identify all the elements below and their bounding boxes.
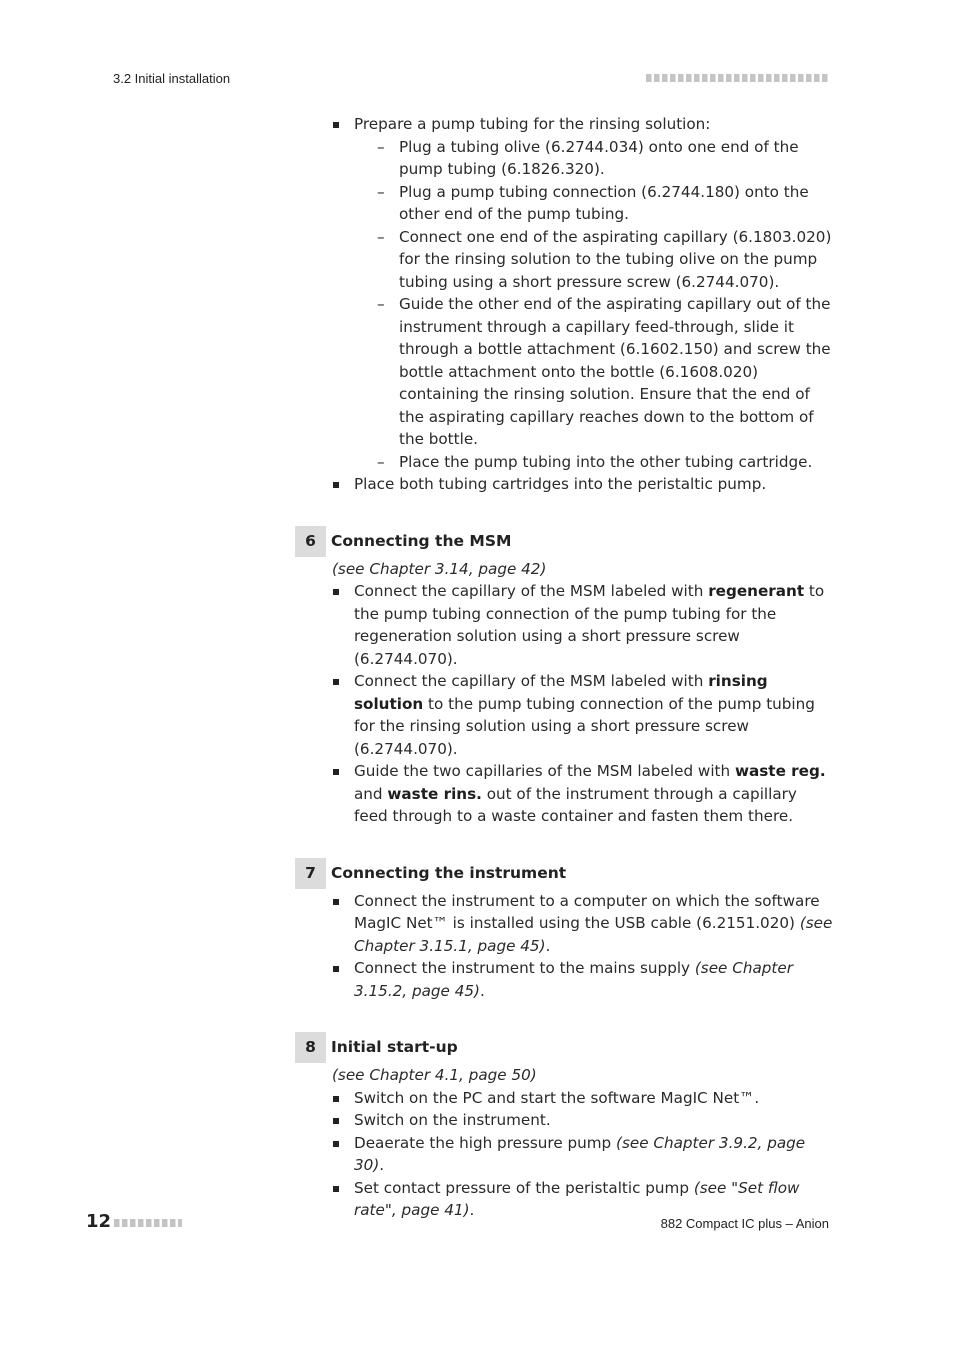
list-item [354,760,835,828]
bullet-text: Prepare a pump tubing for the rinsing solution: [354,115,711,133]
list-item [354,670,835,760]
text: Guide the two capillaries of the MSM labeled with [354,762,735,780]
step-number: 7 [295,858,326,889]
chapter-reference: (see Chapter 4.1, page 50) [332,1066,537,1084]
list-item [354,890,835,958]
sub-list-item: – Place the pump tubing into the other tubing cartridge. [399,451,835,474]
sub-list [354,136,835,474]
sub-list-item: – Plug a pump tubing connection (6.2744.180) onto the other end of the pump tubing. [399,181,835,226]
step-title: Connecting the MSM [331,531,512,550]
sub-list-item: – Plug a tubing olive (6.2744.034) onto one end of the pump tubing (6.1826.320). [399,136,835,181]
text: Connect the instrument to a computer on which the software MagIC Net™ is installed using the USB cable (6.2151.020) [354,891,820,932]
text: to the pump tubing connection of the pump tubing for the rinsing solution using a short pressure screw (6.2744.070). [354,694,815,758]
text: Connect the instrument to the mains supply [354,959,695,977]
step-list [295,1087,835,1222]
cross-reference-link[interactable]: (see Chapter 3.15.1, page 45) [354,914,833,955]
text: . [469,1201,475,1219]
text: Deaerate the high pressure pump [354,1133,617,1152]
step-number: 6 [295,526,326,557]
text: Connect the capillary of the MSM labeled with [354,672,709,690]
page-content [295,113,835,1222]
footer-decoration [114,1219,182,1227]
sub-list-item: – Guide the other end of the aspirating capillary out of the instrument through a capillary feed-through, slide it through a bottle attachment (6.1602.150) and screw the bottle attachment onto the bottle (6.1608.020) containing the rinsing solution. Ensure that the end of the aspirating capillary reaches down to the bottom of the bottle. [399,293,835,451]
list-item [354,580,835,670]
step-heading [295,1032,835,1064]
text: . [479,981,485,1000]
sub-list-item: – Connect one end of the aspirating capillary (6.1803.020) for the rinsing solution to the tubing olive on the pump tubing using a short pressure screw (6.2744.070). [399,226,835,294]
list-item: Switch on the PC and start the software MagIC Net™. [354,1087,835,1110]
cross-reference-link[interactable]: (see Chapter 3.15.2, page 45) [354,959,793,1000]
list-item [354,1177,835,1222]
chapter-reference: (see Chapter 3.14, page 42) [332,559,547,578]
page-number: 12 [86,1211,112,1232]
step-heading [295,526,835,558]
text: . [379,1156,385,1174]
text: and [354,784,388,803]
text: out of the instrument through a capillary feed through to a waste container and fasten them there. [354,784,797,825]
list-item: Place both tubing cartridges into the peristaltic pump. [354,473,835,496]
list-item [354,957,835,1002]
step-list [295,580,835,828]
running-header-section: 3.2 Initial installation [113,71,231,86]
step-list [295,890,835,1003]
header-decoration [646,74,829,82]
bold-label: waste rins. [387,784,482,803]
running-footer-product: 882 Compact IC plus – Anion [660,1216,829,1231]
step-title: Initial start-up [331,1038,458,1056]
list-item [354,113,835,473]
intro-list [295,113,835,496]
step-heading [295,858,835,890]
text: . [545,936,551,955]
bold-label: waste reg. [734,762,826,780]
step-title: Connecting the instrument [331,863,567,882]
list-item: Switch on the instrument. [354,1109,835,1132]
text: Set contact pressure of the peristaltic pump [354,1178,694,1197]
bold-label: regenerant [708,582,805,600]
text: Connect the capillary of the MSM labeled with [354,582,709,600]
bold-label: rinsing solution [354,672,768,713]
list-item [354,1132,835,1177]
text: to the pump tubing connection of the pump tubing for the regeneration solution using a short pressure screw (6.2744.070). [354,582,825,668]
cross-reference-link[interactable]: (see "Set flow rate", page 41) [354,1178,800,1219]
step-number: 8 [295,1032,326,1063]
cross-reference-link[interactable]: (see Chapter 3.9.2, page 30) [354,1133,806,1174]
